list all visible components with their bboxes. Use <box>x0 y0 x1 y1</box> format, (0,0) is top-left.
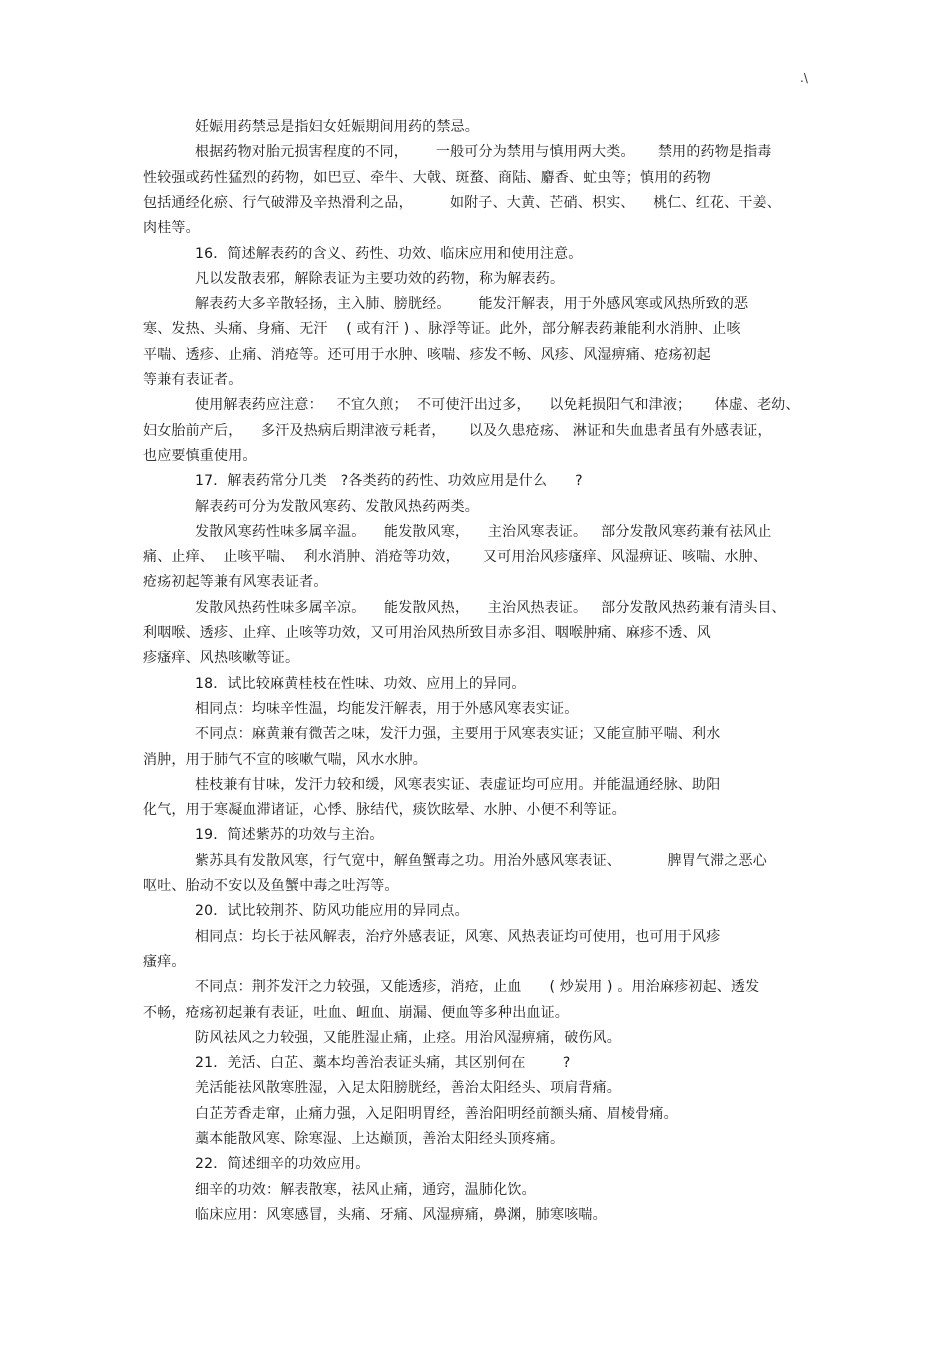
text-line: 发散风寒药性味多属辛温。 能发散风寒， 主治风寒表证。 部分发散风寒药兼有祛风止 <box>195 523 772 540</box>
text-line: 包括通经化瘀、行气破滞及辛热滑利之品， 如附子、大黄、芒硝、枳实、 桃仁、红花、干姜、 <box>143 194 781 211</box>
text-line: 疮疡初起等兼有风寒表证者。 <box>143 574 328 591</box>
text-line: 不同点：麻黄兼有微苦之味，发汗力强，主要用于风寒表实证；又能宣肺平喘、利水 <box>195 726 721 743</box>
text-line: 发散风热药性味多属辛凉。 能发散风热， 主治风热表证。 部分发散风热药兼有清头目、 <box>195 599 786 616</box>
text-line: 使用解表药应注意： 不宜久煎； 不可使汗出过多， 以免耗损阳气和津液； 体虚、老幼、 <box>195 397 800 414</box>
text-line: 22．简述细辛的功效应用。 <box>195 1156 370 1173</box>
text-line: 等兼有表证者。 <box>143 372 243 388</box>
text-line: 痛、止痒、 止咳平喘、 利水消肿、消疮等功效， 又可用治风疹瘙痒、风湿痹证、咳喘、水肿、 <box>143 549 768 566</box>
text-line: 17．解表药常分几类 ?各类药的药性、功效应用是什么 ? <box>195 473 583 490</box>
text-line: 20．试比较荆芥、防风功能应用的异同点。 <box>195 903 469 920</box>
text-line: 也应要慎重使用。 <box>143 447 257 464</box>
text-line: 不同点：荆芥发汗之力较强，又能透疹，消疮，止血 ( 炒炭用 ) 。用治麻疹初起、透发 <box>195 979 760 996</box>
text-line: 21．羌活、白芷、藁本均善治表证头痛，其区别何在 ? <box>195 1055 571 1072</box>
text-line: 瘙痒。 <box>143 953 186 970</box>
text-line: 相同点：均味辛性温，均能发汗解表，用于外感风寒表实证。 <box>195 700 579 717</box>
text-line: 18．试比较麻黄桂枝在性味、功效、应用上的异同。 <box>195 675 526 692</box>
text-line: 化气，用于寒凝血滞诸证，心悸、脉结代，痰饮眩晕、水肿、小便不利等证。 <box>143 802 626 819</box>
text-line: 妇女胎前产后， 多汗及热病后期津液亏耗者， 以及久患疮疡、 淋证和失血患者虽有外感表证， <box>143 422 772 439</box>
text-line: 藁本能散风寒、除寒湿、上达巅顶，善治太阳经头顶疼痛。 <box>195 1131 565 1147</box>
text-line: 解表药大多辛散轻扬，主入肺、膀胱经。 能发汗解表，用于外感风寒或风热所致的恶 <box>195 296 749 313</box>
text-line: 19．简述紫苏的功效与主治。 <box>195 827 384 844</box>
text-line: 临床应用：风寒感冒，头痛、牙痛、风湿痹痛，鼻渊，肺寒咳喘。 <box>195 1206 607 1223</box>
text-line: 紫苏具有发散风寒，行气宽中，解鱼蟹毒之功。用治外感风寒表证、 脾胃气滞之恶心 <box>195 852 767 869</box>
text-line: 防风祛风之力较强，又能胜湿止痛，止痉。用治风湿痹痛，破伤风。 <box>195 1029 621 1046</box>
text-line: 寒、发热、头痛、身痛、无汗 ( 或有汗 ) 、脉浮等证。此外，部分解表药兼能利水消肿、止咳 <box>143 321 741 338</box>
text-line: 性较强或药性猛烈的药物，如巴豆、牵牛、大戟、斑蝥、商陆、麝香、虻虫等；慎用的药物 <box>143 169 711 186</box>
text-line: 利咽喉、透疹、止痒、止咳等功效，又可用治风热所致目赤多泪、咽喉肿痛、麻疹不透、风 <box>143 625 711 641</box>
text-line: 疹瘙痒、风热咳嗽等证。 <box>143 650 300 667</box>
text-line: 桂枝兼有甘味，发汗力较和缓，风寒表实证、表虚证均可应用。并能温通经脉、助阳 <box>195 776 721 793</box>
text-line: 根据药物对胎元损害程度的不同， 一般可分为禁用与慎用两大类。 禁用的药物是指毒 <box>195 144 772 161</box>
text-line: 呕吐、胎动不安以及鱼蟹中毒之吐泻等。 <box>143 878 399 894</box>
text-line: 妊娠用药禁忌是指妇女妊娠期间用药的禁忌。 <box>195 119 479 135</box>
text-line: 相同点：均长于祛风解表，治疗外感表证，风寒、风热表证均可使用，也可用于风疹 <box>195 928 721 945</box>
text-line: 16．简述解表药的含义、药性、功效、临床应用和使用注意。 <box>195 245 583 262</box>
text-line: 不畅，疮疡初起兼有表证，吐血、衄血、崩漏、便血等多种出血证。 <box>143 1004 569 1021</box>
text-line: 细辛的功效：解表散寒，祛风止痛，通窍，温肺化饮。 <box>195 1181 536 1198</box>
page-corner-mark: .\ <box>800 71 808 85</box>
text-line: 肉桂等。 <box>143 220 200 237</box>
text-line: 凡以发散表邪，解除表证为主要功效的药物，称为解表药。 <box>195 270 565 287</box>
text-line: 羌活能祛风散寒胜湿，入足太阳膀胱经，善治太阳经头、项肩背痛。 <box>195 1080 621 1097</box>
text-line: 消肿，用于肺气不宣的咳嗽气喘，风水水肿。 <box>143 751 427 768</box>
text-line: 白芷芳香走窜，止痛力强，入足阳明胃经，善治阳明经前额头痛、眉棱骨痛。 <box>195 1105 678 1122</box>
text-line: 平喘、透疹、止痛、消疮等。还可用于水肿、咳喘、疹发不畅、风疹、风湿痹痛、疮疡初起 <box>143 346 711 363</box>
text-line: 解表药可分为发散风寒药、发散风热药两类。 <box>195 498 479 515</box>
